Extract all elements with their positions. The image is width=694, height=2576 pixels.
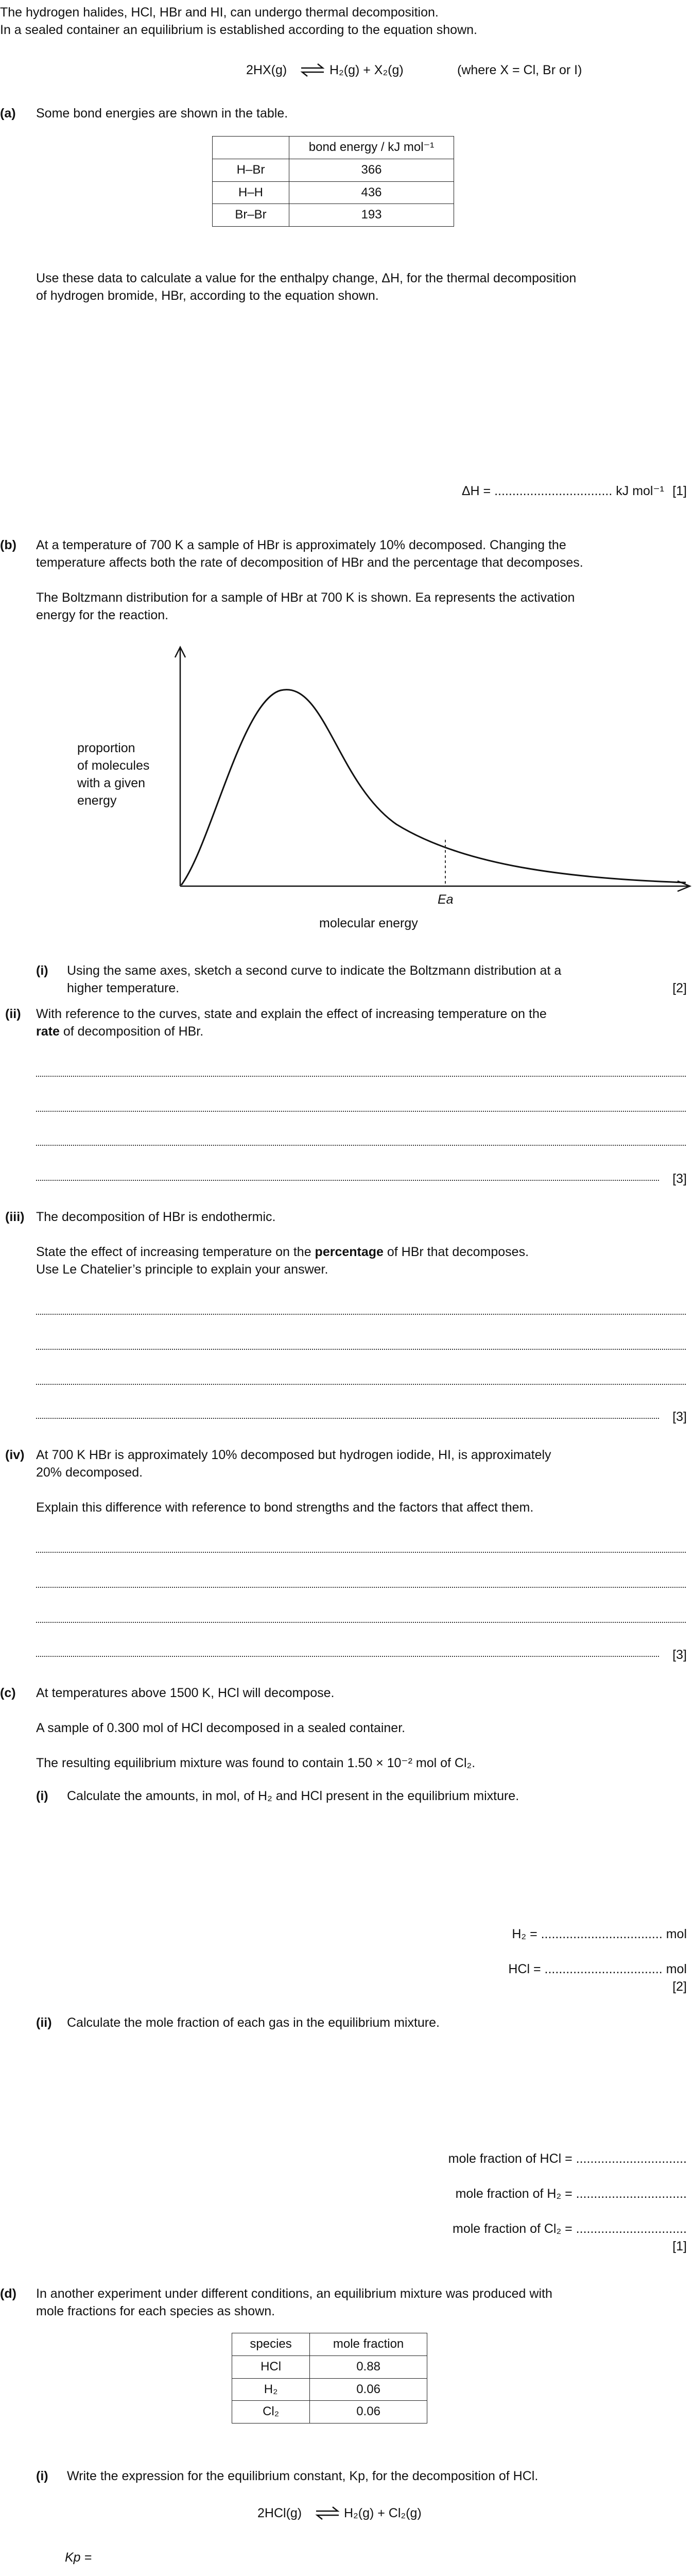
part-b-iv-marks: [3] [672, 1648, 687, 1662]
fraction-cell: 0.88 [310, 2355, 427, 2378]
table-row [232, 2378, 427, 2401]
part-b-ii-marks: [3] [672, 1172, 687, 1186]
boltzmann-graph [154, 639, 694, 896]
answer-line[interactable] [36, 1111, 686, 1112]
part-b-i-text-2: higher temperature. [67, 981, 180, 995]
part-b-iv-text-1: At 700 K HBr is approximately 10% decomposed but hydrogen iodide, HI, is approximately [36, 1448, 551, 1462]
part-b-iii-label: (iii) [5, 1210, 25, 1224]
part-b-text-1: At a temperature of 700 K a sample of HBr is approximately 10% decomposed. Changing the [36, 538, 566, 552]
table-row [213, 137, 454, 159]
species-cell: H₂ [232, 2378, 310, 2401]
table-row [232, 2355, 427, 2378]
part-c-ii-marks: [1] [672, 2239, 687, 2253]
hcl-amount-answer: HCl = ................................. mol [508, 1962, 687, 1976]
answer-line[interactable] [36, 1622, 686, 1623]
part-b-text-2: temperature affects both the rate of decomposition of HBr and the percentage that decomposes. [36, 555, 583, 570]
part-b-iii-text-2: State the effect of increasing temperature on the percentage of HBr that decomposes. [36, 1245, 529, 1259]
answer-line[interactable] [36, 1656, 659, 1657]
part-b-ii-text-2: rate of decomposition of HBr. [36, 1024, 204, 1039]
answer-line[interactable] [36, 1418, 659, 1419]
species-cell: Cl₂ [232, 2401, 310, 2424]
graph-y-label-1: proportion [77, 741, 135, 755]
part-a-text: Some bond energies are shown in the table. [36, 106, 288, 121]
bond-energy-table [212, 136, 454, 227]
intro-line-2: In a sealed container an equilibrium is established according to the equation shown. [0, 23, 477, 37]
table-row [213, 159, 454, 181]
part-c-label: (c) [0, 1686, 16, 1700]
answer-line[interactable] [36, 1552, 686, 1553]
part-d-text-2: mole fractions for each species as shown. [36, 2304, 275, 2318]
part-b-iii-marks: [3] [672, 1410, 687, 1424]
part-b-i-label: (i) [36, 963, 48, 978]
bond-cell: H–Br [213, 159, 289, 181]
part-b-iv-text-3: Explain this difference with reference to bond strengths and the factors that affect them. [36, 1500, 534, 1515]
table-row [232, 2333, 427, 2356]
bond-cell: H–H [213, 181, 289, 204]
part-d-text-1: In another experiment under different conditions, an equilibrium mixture was produced with [36, 2286, 552, 2301]
intro-equation-right: H₂(g) + X₂(g) [329, 63, 404, 77]
part-b-i-marks: [2] [672, 981, 687, 995]
x-axis [180, 881, 690, 891]
graph-y-label-2: of molecules [77, 758, 150, 773]
answer-line[interactable] [36, 1384, 686, 1385]
part-c-ii-label: (ii) [36, 2015, 52, 2030]
part-b-label: (b) [0, 538, 16, 552]
part-a-marks: [1] [672, 484, 687, 498]
graph-x-label: molecular energy [319, 916, 418, 930]
delta-h-answer: ΔH = ................................. kJ mol⁻¹ [461, 484, 664, 498]
part-b-iv-text-2: 20% decomposed. [36, 1465, 143, 1480]
fraction-cell: 0.06 [310, 2378, 427, 2401]
answer-line[interactable] [36, 1180, 659, 1181]
table-header: bond energy / kJ mol⁻¹ [289, 137, 454, 159]
h2-amount-answer: H₂ = .................................. mol [512, 1927, 687, 1941]
answer-line[interactable] [36, 1314, 686, 1315]
part-c-text-3: The resulting equilibrium mixture was found to contain 1.50 × 10⁻² mol of Cl₂. [36, 1756, 476, 1770]
table-header: mole fraction [310, 2333, 427, 2356]
part-a-label: (a) [0, 106, 16, 121]
part-b-iv-label: (iv) [5, 1448, 25, 1462]
answer-line[interactable] [36, 1145, 686, 1146]
part-b-ii-label: (ii) [5, 1007, 21, 1021]
answer-line[interactable] [36, 1076, 686, 1077]
species-cell: HCl [232, 2355, 310, 2378]
ea-label: Ea [438, 892, 454, 907]
graph-y-label-3: with a given [77, 776, 146, 790]
table-row [232, 2401, 427, 2424]
intro-line-1: The hydrogen halides, HCl, HBr and HI, can undergo thermal decomposition. [0, 5, 439, 20]
energy-cell: 436 [289, 181, 454, 204]
part-d-label: (d) [0, 2286, 16, 2301]
part-d-equation-left: 2HCl(g) [257, 2506, 302, 2520]
table-row [213, 181, 454, 204]
y-axis [175, 647, 185, 886]
intro-equation-left: 2HX(g) [246, 63, 287, 77]
part-c-ii-text: Calculate the mole fraction of each gas in the equilibrium mixture. [67, 2015, 440, 2030]
bond-cell: Br–Br [213, 204, 289, 227]
fraction-cell: 0.06 [310, 2401, 427, 2424]
mole-fraction-table [232, 2333, 427, 2424]
answer-line[interactable] [36, 1349, 686, 1350]
part-c-i-text: Calculate the amounts, in mol, of H₂ and HCl present in the equilibrium mixture. [67, 1789, 519, 1803]
part-b-iii-text-1: The decomposition of HBr is endothermic. [36, 1210, 276, 1224]
part-c-i-label: (i) [36, 1789, 48, 1803]
part-c-text-2: A sample of 0.300 mol of HCl decomposed in a sealed container. [36, 1721, 406, 1735]
equilibrium-arrow-icon [315, 2505, 340, 2520]
energy-cell: 366 [289, 159, 454, 181]
energy-cell: 193 [289, 204, 454, 227]
part-d-equation-right: H₂(g) + Cl₂(g) [344, 2506, 422, 2520]
answer-line[interactable] [36, 1587, 686, 1588]
part-b-i-text-1: Using the same axes, sketch a second curve to indicate the Boltzmann distribution at a [67, 963, 562, 978]
part-c-i-marks: [2] [672, 1979, 687, 1994]
boltzmann-curve [181, 690, 686, 885]
table-row [213, 204, 454, 227]
mole-fraction-h2-answer: mole fraction of H₂ = ............................... [455, 2187, 687, 2201]
mole-fraction-cl2-answer: mole fraction of Cl₂ = ............................... [453, 2222, 687, 2236]
boltzmann-text-2: energy for the reaction. [36, 608, 169, 622]
part-b-iii-text-3: Use Le Chatelier’s principle to explain your answer. [36, 1262, 328, 1277]
equilibrium-arrow-icon [300, 62, 325, 77]
kp-expression-label: Kp = [65, 2550, 92, 2565]
part-c-text-1: At temperatures above 1500 K, HCl will decompose. [36, 1686, 335, 1700]
mole-fraction-hcl-answer: mole fraction of HCl = ............................... [448, 2151, 687, 2166]
part-b-ii-text-1: With reference to the curves, state and explain the effect of increasing temperature on the [36, 1007, 547, 1021]
part-d-i-label: (i) [36, 2469, 48, 2483]
part-a-instruction-2: of hydrogen bromide, HBr, according to the equation shown. [36, 289, 379, 303]
part-a-instruction-1: Use these data to calculate a value for the enthalpy change, ΔH, for the thermal decomposition [36, 271, 577, 285]
graph-y-label-4: energy [77, 793, 117, 808]
boltzmann-text-1: The Boltzmann distribution for a sample of HBr at 700 K is shown. Ea represents the activation [36, 590, 575, 605]
table-header: species [232, 2333, 310, 2356]
intro-equation-note: (where X = Cl, Br or I) [457, 63, 582, 77]
part-d-i-text: Write the expression for the equilibrium constant, Kp, for the decomposition of HCl. [67, 2469, 539, 2483]
